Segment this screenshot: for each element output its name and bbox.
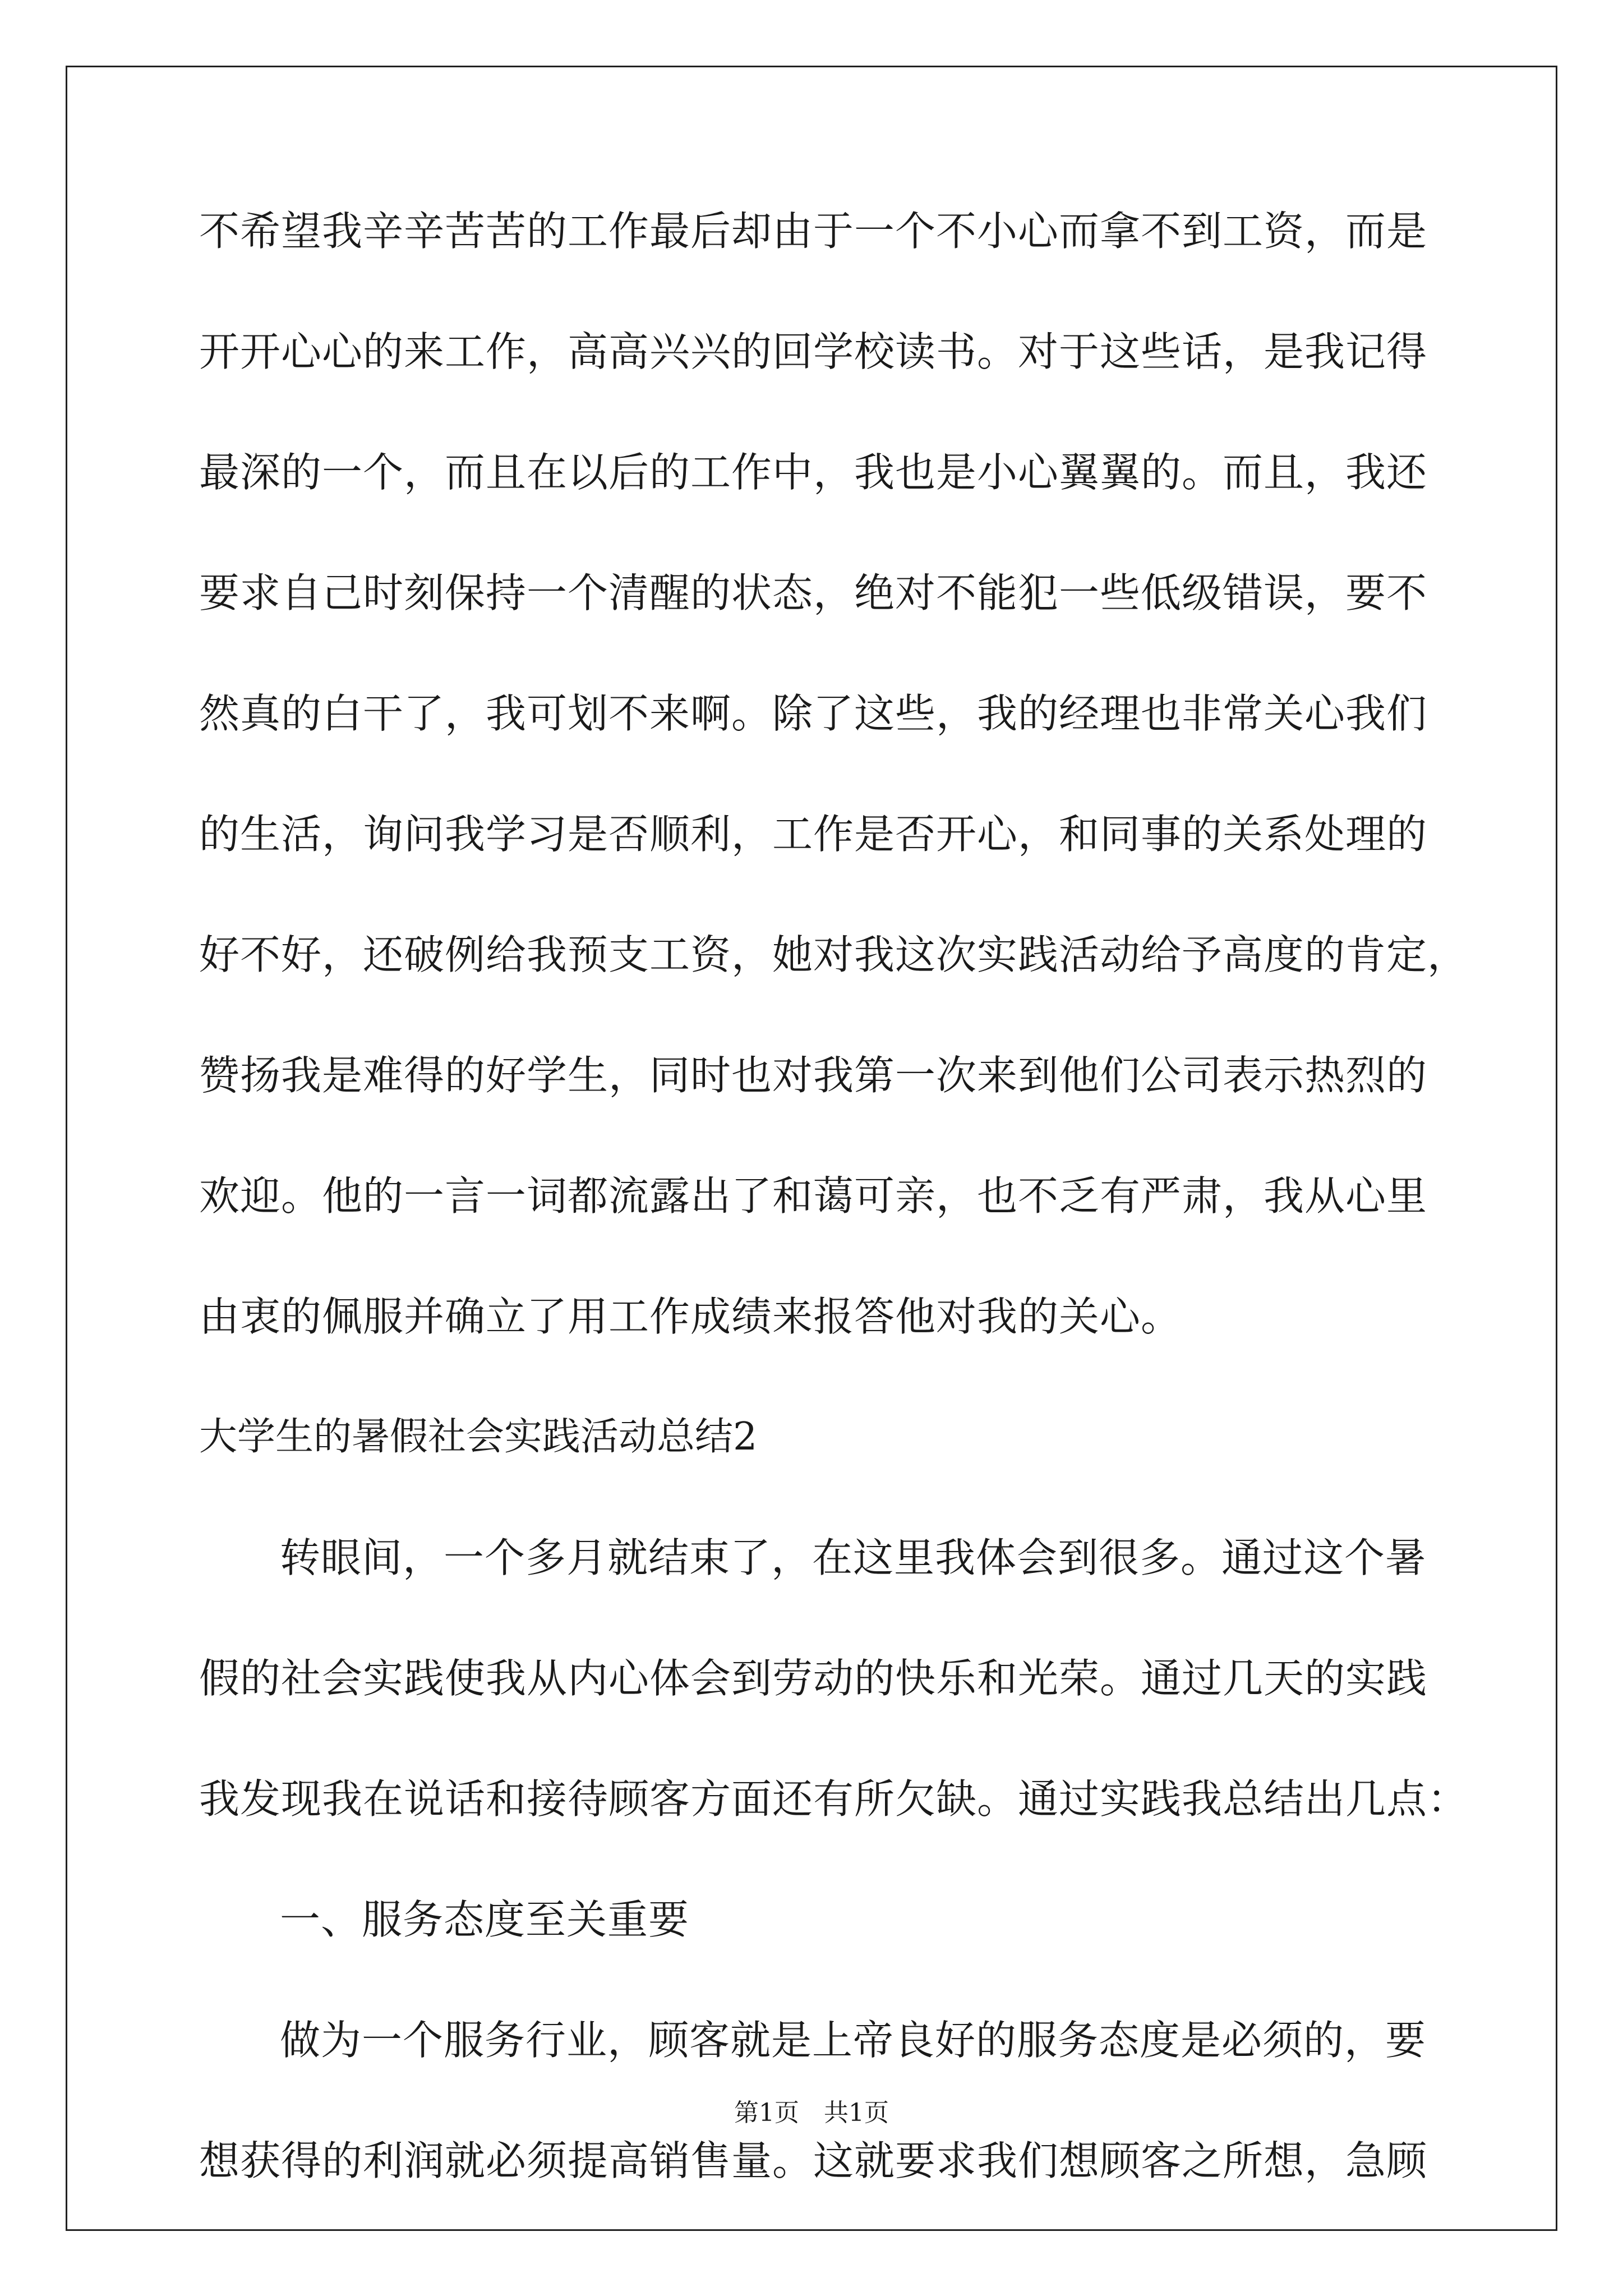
page-footer: 第1页 共1页	[734, 2099, 889, 2127]
paragraph-line: 好不好，还破例给我预支工资，她对我这次实践活动给予高度的肯定，	[199, 931, 1469, 978]
paragraph-line: 赞扬我是难得的好学生，同时也对我第一次来到他们公司表示热烈的	[199, 1052, 1428, 1099]
paragraph-line: 做为一个服务行业，顾客就是上帝良好的服务态度是必须的，要	[280, 2017, 1427, 2064]
paragraph-line: 我发现我在说话和接待顾客方面还有所欠缺。通过实践我总结出几点：	[199, 1775, 1469, 1823]
paragraph-line: 由衷的佩服并确立了用工作成绩来报答他对我的关心。	[199, 1293, 1182, 1340]
paragraph-line: 假的社会实践使我从内心体会到劳动的快乐和光荣。通过几天的实践	[199, 1655, 1428, 1702]
paragraph-line: 不希望我辛辛苦苦的工作最后却由于一个不小心而拿不到工资，而是	[199, 208, 1428, 255]
subheading: 一、服务态度至关重要	[280, 1896, 690, 1943]
paragraph-line: 要求自己时刻保持一个清醒的状态，绝对不能犯一些低级错误，要不	[199, 569, 1428, 616]
paragraph-line: 欢迎。他的一言一词都流露出了和蔼可亲，也不乏有严肃，我从心里	[199, 1172, 1428, 1220]
paragraph-line: 开开心心的来工作，高高兴兴的回学校读书。对于这些话，是我记得	[199, 328, 1428, 375]
paragraph-line: 想获得的利润就必须提高销售量。这就要求我们想顾客之所想，急顾	[199, 2137, 1428, 2184]
section-heading: 大学生的暑假社会实践活动总结2	[199, 1415, 758, 1459]
paragraph-line: 转眼间，一个多月就结束了，在这里我体会到很多。通过这个暑	[280, 1534, 1427, 1581]
paragraph-line: 然真的白干了，我可划不来啊。除了这些，我的经理也非常关心我们	[199, 690, 1428, 737]
paragraph-line: 的生活，询问我学习是否顺利，工作是否开心，和同事的关系处理的	[199, 811, 1428, 858]
paragraph-line: 最深的一个，而且在以后的工作中，我也是小心翼翼的。而且，我还	[199, 449, 1428, 496]
